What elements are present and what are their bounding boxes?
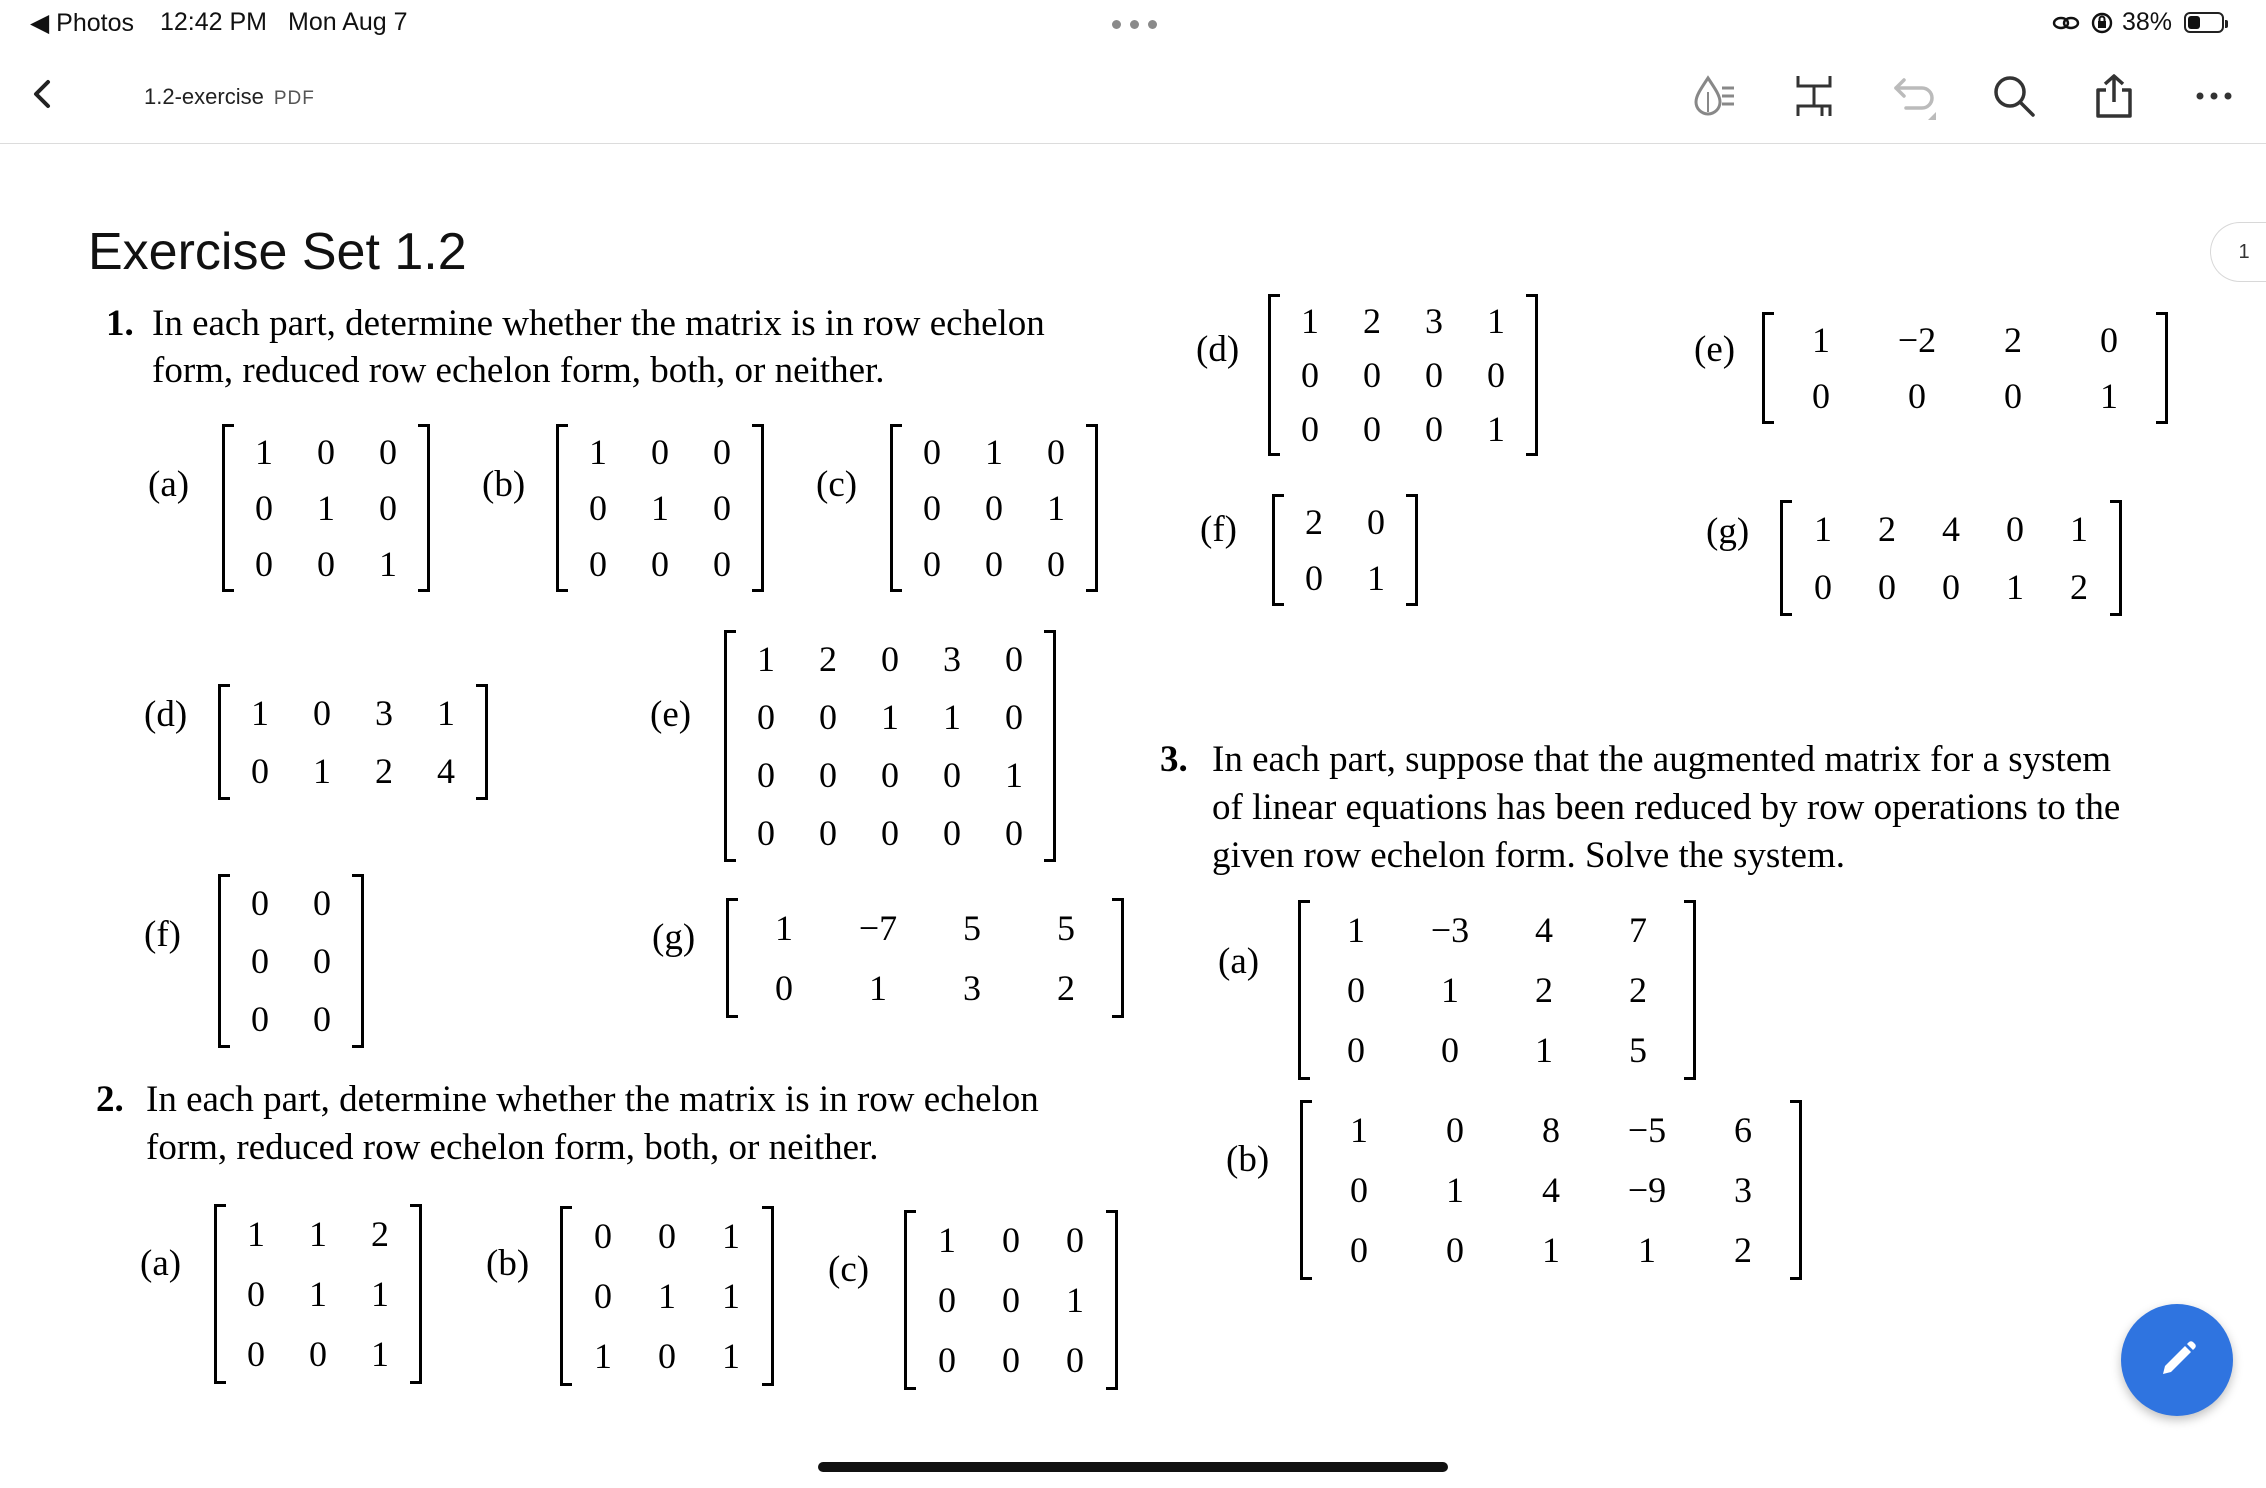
problem-number: 2. <box>96 1079 124 1120</box>
matrix <box>904 1210 1118 1390</box>
matrix-entry: 7 <box>1629 910 1647 950</box>
matrix-entry: 1 <box>1446 1170 1464 1210</box>
matrix-entry: 1 <box>1005 755 1023 795</box>
matrix-entry: 2 <box>819 639 837 679</box>
matrix-entry: 0 <box>317 544 335 584</box>
matrix-entry: 0 <box>1425 355 1443 395</box>
matrix <box>222 424 430 592</box>
matrix-label: (f) <box>144 914 181 955</box>
matrix-entry: 0 <box>1350 1170 1368 1210</box>
matrix-entry: 0 <box>1425 409 1443 449</box>
matrix-entry: 1 <box>309 1214 327 1254</box>
matrix-entry: 0 <box>938 1340 956 1380</box>
matrix-entry: 1 <box>943 697 961 737</box>
matrix-label: (e) <box>1694 329 1736 370</box>
matrix-entry: 1 <box>1638 1230 1656 1270</box>
matrix-entry: 0 <box>1446 1110 1464 1150</box>
matrix-label: (g) <box>652 917 696 958</box>
matrix-entry: 0 <box>1441 1030 1459 1070</box>
status-time: 12:42 PM <box>160 8 268 36</box>
matrix-entry: 0 <box>589 544 607 584</box>
problem-text: given row echelon form. Solve the system. <box>1212 835 1845 876</box>
matrix-label: (b) <box>1226 1139 1270 1180</box>
share-icon[interactable] <box>2088 70 2140 122</box>
problem-text: form, reduced row echelon form, both, or neither. <box>152 350 885 391</box>
pencil-icon <box>2153 1336 2201 1384</box>
matrix-entry: 1 <box>1047 488 1065 528</box>
matrix-entry: 0 <box>1446 1230 1464 1270</box>
matrix-entry: 1 <box>658 1276 676 1316</box>
matrix-entry: 5 <box>1629 1030 1647 1070</box>
matrix-entry: 1 <box>2100 376 2118 416</box>
matrix-label: (a) <box>140 1243 182 1284</box>
matrix-entry: 0 <box>313 999 331 1039</box>
matrix-entry: 4 <box>1942 509 1960 549</box>
matrix-entry: 2 <box>2070 567 2088 607</box>
matrix-entry: 0 <box>1942 567 1960 607</box>
matrix-entry: 0 <box>251 941 269 981</box>
matrix-entry: 0 <box>943 755 961 795</box>
matrix-label: (b) <box>482 464 526 505</box>
matrix-entry: 0 <box>1814 567 1832 607</box>
matrix-entry: 0 <box>923 544 941 584</box>
nav-divider <box>0 143 2266 144</box>
matrix-entry: 3 <box>963 968 981 1008</box>
matrix-entry: 0 <box>713 544 731 584</box>
matrix <box>560 1206 774 1386</box>
matrix-entry: 0 <box>2006 509 2024 549</box>
matrix-entry: 0 <box>1002 1220 1020 1260</box>
matrix-entry: 0 <box>1047 432 1065 472</box>
reader-mode-icon[interactable] <box>1788 70 1840 122</box>
edit-button[interactable] <box>2121 1304 2233 1416</box>
matrix-entry: 1 <box>1542 1230 1560 1270</box>
matrix-entry: 1 <box>1487 409 1505 449</box>
matrix-entry: 0 <box>881 755 899 795</box>
problem-text: In each part, determine whether the matrix is in row echelon <box>146 1079 1039 1120</box>
matrix-entry: 1 <box>775 908 793 948</box>
matrix <box>1762 312 2168 424</box>
matrix-entry: 1 <box>247 1214 265 1254</box>
battery-icon <box>2184 12 2224 33</box>
matrix-entry: 1 <box>1301 301 1319 341</box>
matrix-entry: 0 <box>757 813 775 853</box>
matrix-entry: 8 <box>1542 1110 1560 1150</box>
matrix-entry: 2 <box>1305 502 1323 542</box>
matrix-entry: 2 <box>371 1214 389 1254</box>
matrix-entry: 0 <box>313 883 331 923</box>
problem-text: In each part, determine whether the matrix is in row echelon <box>152 303 1045 344</box>
matrix-entry: 1 <box>594 1336 612 1376</box>
document-type: PDF <box>273 88 315 109</box>
matrix-entry: 0 <box>713 488 731 528</box>
matrix-entry: 1 <box>722 1336 740 1376</box>
matrix-entry: 0 <box>313 941 331 981</box>
matrix-entry: 0 <box>379 488 397 528</box>
matrix <box>218 684 488 800</box>
problem-text: In each part, suppose that the augmented matrix for a system <box>1212 739 2112 780</box>
matrix-entry: 0 <box>247 1274 265 1314</box>
matrix-entry: 2 <box>1878 509 1896 549</box>
status-date: Mon Aug 7 <box>288 8 408 36</box>
matrix-entry: 0 <box>1908 376 1926 416</box>
matrix-entry: 1 <box>722 1276 740 1316</box>
matrix-entry: 0 <box>1002 1340 1020 1380</box>
matrix-label: (a) <box>148 464 190 505</box>
matrix <box>1780 500 2122 616</box>
matrix-entry: 0 <box>1005 639 1023 679</box>
search-icon[interactable] <box>1988 70 2040 122</box>
matrix <box>214 1204 422 1384</box>
matrix-label: (b) <box>486 1243 530 1284</box>
matrix-entry: 1 <box>317 488 335 528</box>
matrix-entry: 1 <box>1367 558 1385 598</box>
home-indicator[interactable] <box>818 1462 1448 1472</box>
matrix <box>1300 1100 1802 1280</box>
matrix-entry: 3 <box>1734 1170 1752 1210</box>
matrix-entry: 0 <box>251 751 269 791</box>
matrix-entry: 0 <box>1878 567 1896 607</box>
matrix-entry: 1 <box>251 693 269 733</box>
matrix-entry: 0 <box>985 488 1003 528</box>
matrix-entry: 1 <box>437 693 455 733</box>
matrix-entry: 1 <box>1350 1110 1368 1150</box>
more-icon[interactable] <box>2188 70 2240 122</box>
matrix-entry: 0 <box>775 968 793 1008</box>
matrix-entry: 1 <box>309 1274 327 1314</box>
matrix-entry: 0 <box>943 813 961 853</box>
matrix-entry: 0 <box>1305 558 1323 598</box>
matrix <box>724 630 1056 862</box>
matrix-label: (g) <box>1706 511 1750 552</box>
matrix-entry: 1 <box>985 432 1003 472</box>
matrix <box>1298 900 1696 1080</box>
matrix-entry: 1 <box>313 751 331 791</box>
link-icon <box>2052 12 2080 39</box>
matrix-entry: 1 <box>1066 1280 1084 1320</box>
matrix-entry: 0 <box>589 488 607 528</box>
matrix-entry: 0 <box>923 488 941 528</box>
matrix-entry: 0 <box>251 999 269 1039</box>
matrix-entry: 2 <box>1629 970 1647 1010</box>
matrix-entry: 0 <box>317 432 335 472</box>
matrix-entry: 0 <box>379 432 397 472</box>
matrix-entry: 0 <box>938 1280 956 1320</box>
multitasking-dots[interactable] <box>1112 20 1157 29</box>
matrix-entry: 5 <box>1057 908 1075 948</box>
matrix-entry: 1 <box>1441 970 1459 1010</box>
matrix-entry: 0 <box>757 697 775 737</box>
matrix-entry: 0 <box>1350 1230 1368 1270</box>
matrix-entry: 0 <box>985 544 1003 584</box>
matrix-entry: 2 <box>1057 968 1075 1008</box>
problem-number: 1. <box>106 303 134 344</box>
matrix-entry: 1 <box>379 544 397 584</box>
matrix-entry: 0 <box>309 1334 327 1374</box>
back-to-photos-link[interactable]: ◀ Photos <box>30 9 135 37</box>
matrix-entry: 0 <box>658 1336 676 1376</box>
matrix-entry: 1 <box>371 1274 389 1314</box>
matrix-entry: 0 <box>247 1334 265 1374</box>
matrix-entry: 1 <box>722 1216 740 1256</box>
matrix-entry: 2 <box>1535 970 1553 1010</box>
matrix-entry: 6 <box>1734 1110 1752 1150</box>
page-number: 1 <box>2238 240 2250 263</box>
matrix <box>726 898 1124 1018</box>
matrix-entry: 3 <box>943 639 961 679</box>
matrix-entry: 0 <box>658 1216 676 1256</box>
matrix-entry: 0 <box>1363 409 1381 449</box>
matrix-entry: 1 <box>2006 567 2024 607</box>
matrix-entry: 5 <box>963 908 981 948</box>
matrix-entry: 0 <box>2100 320 2118 360</box>
chevron-left-icon[interactable] <box>28 74 58 119</box>
matrix-label: (c) <box>816 464 858 505</box>
matrix-entry: 1 <box>1814 509 1832 549</box>
matrix-entry: 0 <box>1301 409 1319 449</box>
matrix-entry: 0 <box>1363 355 1381 395</box>
matrix-entry: 1 <box>589 432 607 472</box>
problem-number: 3. <box>1160 739 1188 780</box>
matrix-entry: 1 <box>757 639 775 679</box>
matrix-entry: 0 <box>2004 376 2022 416</box>
matrix-entry: 0 <box>819 697 837 737</box>
matrix-entry: 0 <box>594 1276 612 1316</box>
matrix <box>218 874 364 1048</box>
matrix-entry: 0 <box>1002 1280 1020 1320</box>
matrix-entry: 1 <box>255 432 273 472</box>
matrix-entry: 1 <box>651 488 669 528</box>
matrix-entry: 1 <box>1812 320 1830 360</box>
matrix-label: (c) <box>828 1249 870 1290</box>
matrix-entry: 0 <box>255 488 273 528</box>
matrix-entry: 0 <box>1047 544 1065 584</box>
matrix-entry: −5 <box>1627 1110 1667 1150</box>
matrix-entry: 4 <box>1542 1170 1560 1210</box>
matrix-entry: −9 <box>1627 1170 1667 1210</box>
matrix-entry: 2 <box>1734 1230 1752 1270</box>
matrix-entry: 1 <box>881 697 899 737</box>
matrix-entry: 0 <box>713 432 731 472</box>
matrix-entry: 0 <box>1347 970 1365 1010</box>
matrix-entry: 0 <box>594 1216 612 1256</box>
matrix-entry: 0 <box>757 755 775 795</box>
matrix-entry: 1 <box>2070 509 2088 549</box>
matrix-entry: −2 <box>1897 320 1937 360</box>
matrix-entry: 2 <box>375 751 393 791</box>
problem-text: of linear equations has been reduced by row operations to the <box>1212 787 2121 828</box>
page-title: Exercise Set 1.2 <box>88 223 467 281</box>
document-name: 1.2-exercise <box>144 84 264 109</box>
matrix-entry: 0 <box>255 544 273 584</box>
matrix-entry: 1 <box>1487 301 1505 341</box>
matrix-entry: 0 <box>923 432 941 472</box>
matrix-entry: 4 <box>1535 910 1553 950</box>
matrix-entry: 0 <box>1066 1220 1084 1260</box>
matrix-entry: 1 <box>1347 910 1365 950</box>
orientation-lock-icon <box>2090 11 2114 40</box>
matrix-entry: 1 <box>869 968 887 1008</box>
matrix-label: (e) <box>650 694 692 735</box>
matrix-entry: 2 <box>2004 320 2022 360</box>
matrix-entry: 0 <box>1005 697 1023 737</box>
matrix-entry: 1 <box>371 1334 389 1374</box>
matrix-entry: 0 <box>1347 1030 1365 1070</box>
matrix-entry: 0 <box>1005 813 1023 853</box>
matrix-entry: 0 <box>1301 355 1319 395</box>
matrix-entry: −7 <box>858 908 898 948</box>
matrix-entry: 1 <box>1535 1030 1553 1070</box>
matrix-entry: 0 <box>881 813 899 853</box>
matrix-entry: −3 <box>1430 910 1470 950</box>
matrix-entry: 0 <box>1367 502 1385 542</box>
matrix <box>1268 294 1538 456</box>
battery-percent: 38% <box>2122 8 2173 36</box>
matrix-entry: 0 <box>251 883 269 923</box>
matrix-entry: 0 <box>881 639 899 679</box>
matrix-entry: 3 <box>375 693 393 733</box>
matrix-entry: 2 <box>1363 301 1381 341</box>
matrix-entry: 0 <box>313 693 331 733</box>
matrix-entry: 0 <box>819 813 837 853</box>
undo-icon[interactable] <box>1888 70 1940 122</box>
problem-text: form, reduced row echelon form, both, or neither. <box>146 1127 879 1168</box>
matrix-entry: 0 <box>1066 1340 1084 1380</box>
markup-icon[interactable] <box>1688 70 1740 122</box>
matrix-entry: 4 <box>437 751 455 791</box>
matrix-label: (d) <box>1196 329 1240 370</box>
matrix-label: (a) <box>1218 941 1260 982</box>
document-title[interactable] <box>144 84 315 110</box>
page-indicator[interactable] <box>2210 222 2266 282</box>
matrix-entry: 3 <box>1425 301 1443 341</box>
matrix-entry: 0 <box>1487 355 1505 395</box>
matrix-label: (d) <box>144 694 188 735</box>
matrix <box>556 424 764 592</box>
matrix-entry: 0 <box>1812 376 1830 416</box>
matrix-entry: 0 <box>819 755 837 795</box>
matrix-label: (f) <box>1200 509 1237 550</box>
matrix-entry: 0 <box>651 432 669 472</box>
matrix-entry: 1 <box>938 1220 956 1260</box>
matrix <box>890 424 1098 592</box>
matrix <box>1272 494 1418 606</box>
matrix-entry: 0 <box>651 544 669 584</box>
